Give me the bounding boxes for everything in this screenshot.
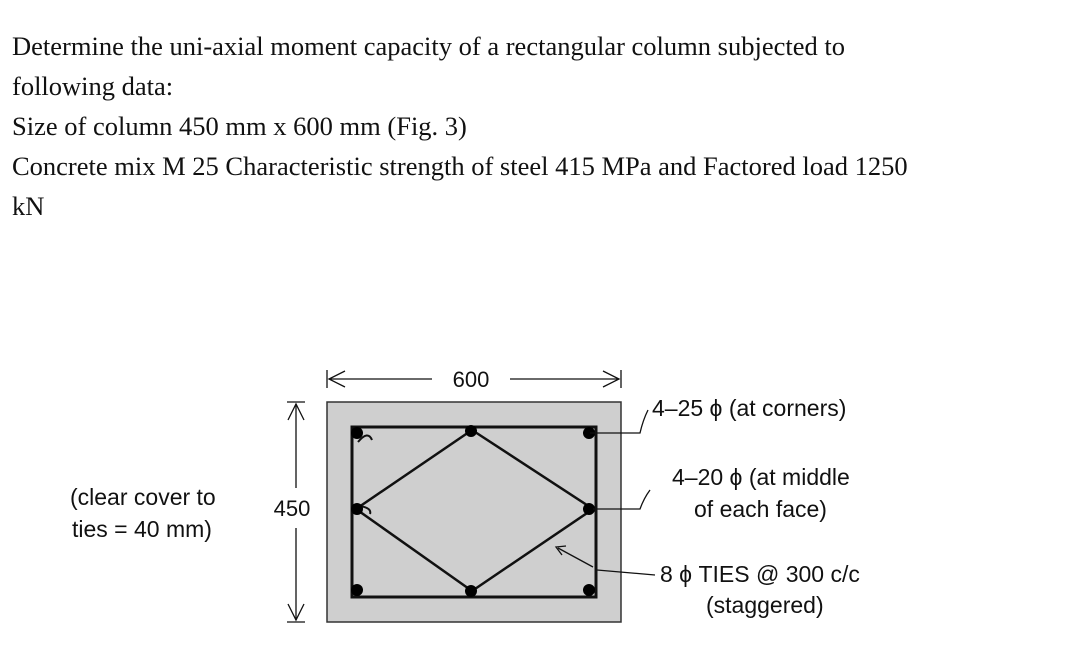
middle-bar: [465, 425, 477, 437]
problem-line-2: following data:: [12, 71, 174, 101]
width-dimension-label: 600: [452, 367, 490, 392]
height-dimension-label: 450: [273, 496, 311, 521]
corner-bar: [583, 584, 595, 596]
problem-line-5: kN: [12, 191, 45, 221]
cover-note-line-2: ties = 40 mm): [72, 516, 212, 542]
problem-line-3: Size of column 450 mm x 600 mm (Fig. 3): [12, 111, 467, 141]
middle-bars-label-1: 4–20 ϕ (at middle: [672, 464, 850, 490]
cover-note-line-1: (clear cover to: [70, 484, 216, 510]
corner-bars-label: 4–25 ϕ (at corners): [652, 395, 847, 421]
middle-bars-label-2: of each face): [694, 496, 827, 522]
ties-label-1: 8 ϕ TIES @ 300 c/c: [660, 561, 860, 587]
corner-bar: [351, 584, 363, 596]
middle-bar: [351, 503, 363, 515]
corner-bar: [351, 427, 363, 439]
ties-label-2: (staggered): [706, 592, 824, 618]
middle-bar: [465, 585, 477, 597]
problem-line-4: Concrete mix M 25 Characteristic strength of steel 415 MPa and Factored load 1250: [12, 151, 908, 181]
problem-line-1: Determine the uni-axial moment capacity of a rectangular column subjected to: [12, 31, 845, 61]
